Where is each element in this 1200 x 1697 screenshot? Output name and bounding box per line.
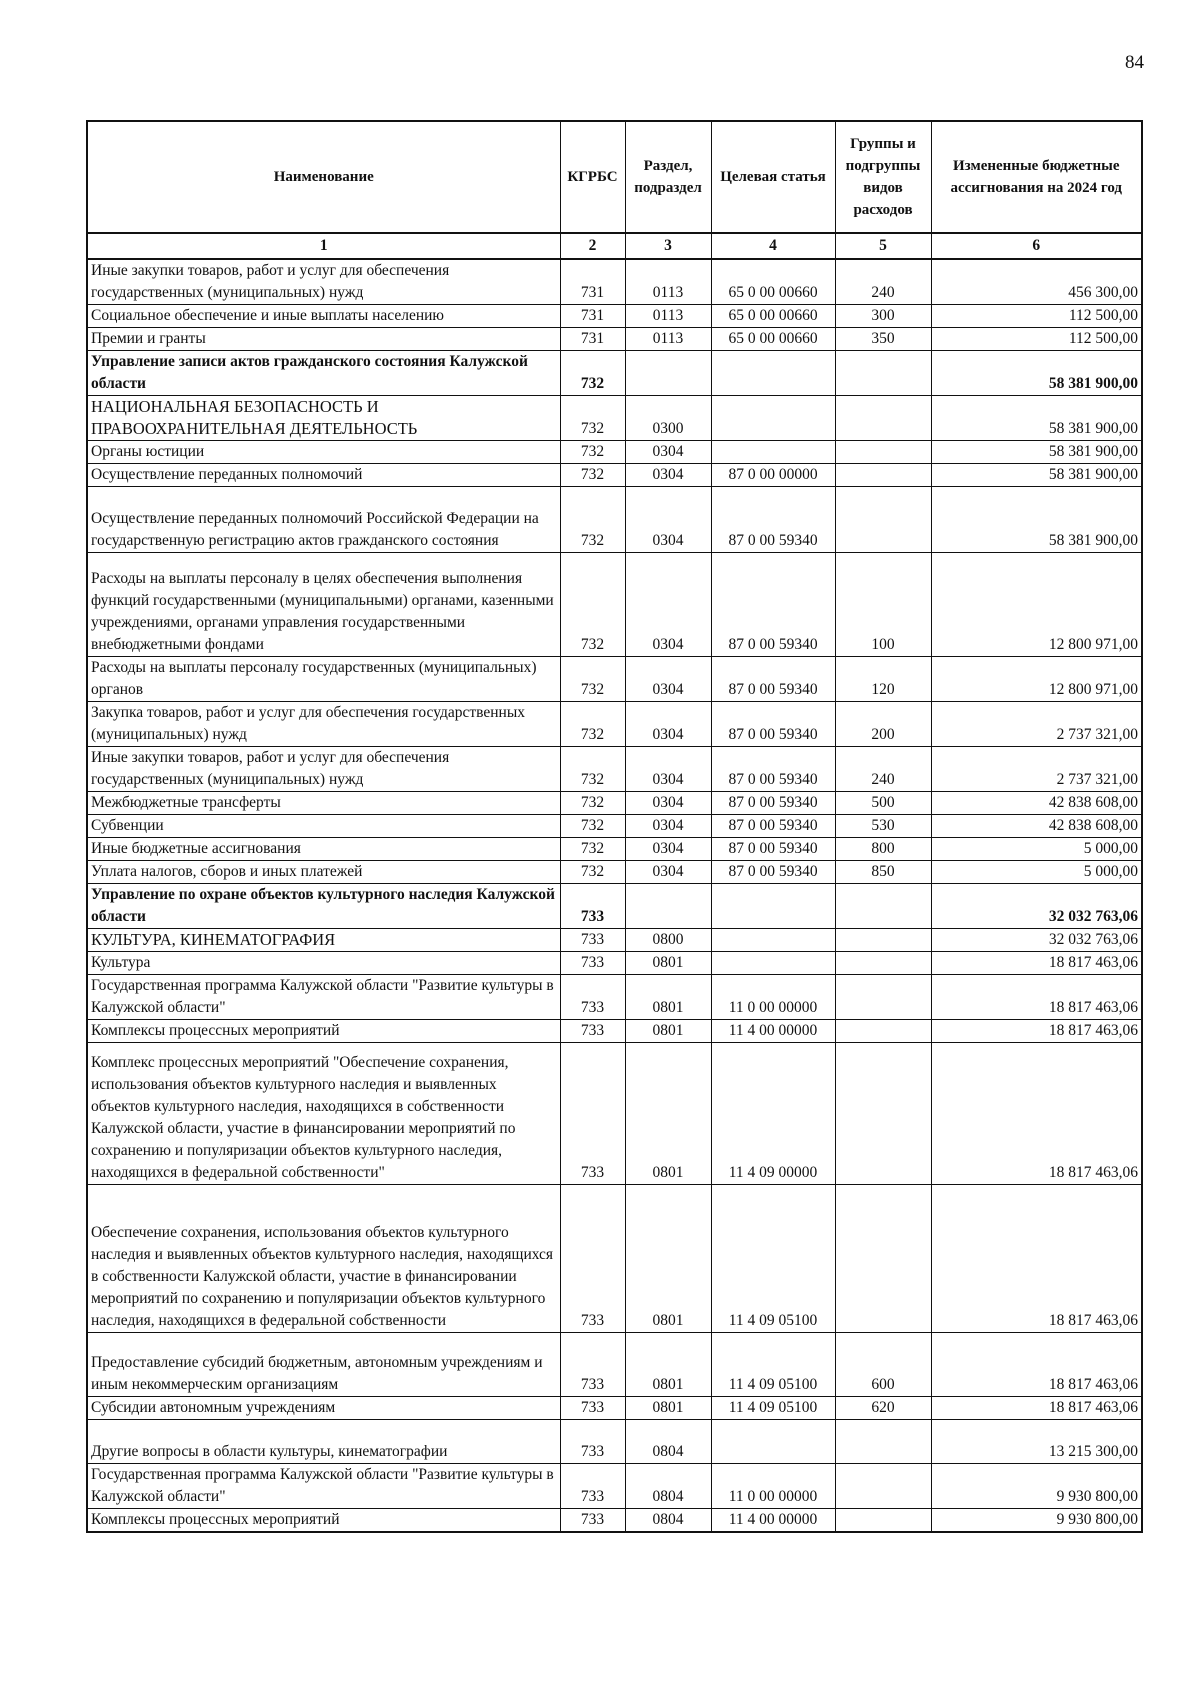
cell-kgrbs: 732 — [560, 441, 625, 464]
cell-kgrbs: 732 — [560, 487, 625, 553]
cell-amount: 18 817 463,06 — [931, 1043, 1142, 1185]
cell-kgrbs: 733 — [560, 929, 625, 952]
table-row — [87, 929, 1142, 952]
table-row — [87, 952, 1142, 975]
cell-group — [835, 1464, 931, 1509]
cell-kgrbs: 732 — [560, 861, 625, 884]
table-row — [87, 792, 1142, 815]
column-number: 4 — [711, 233, 835, 259]
cell-amount: 58 381 900,00 — [931, 396, 1142, 441]
cell-target — [711, 1420, 835, 1464]
cell-group — [835, 929, 931, 952]
cell-kgrbs: 733 — [560, 1043, 625, 1185]
cell-group: 500 — [835, 792, 931, 815]
column-number: 3 — [625, 233, 711, 259]
cell-target: 11 4 00 00000 — [711, 1020, 835, 1043]
cell-name: КУЛЬТУРА, КИНЕМАТОГРАФИЯ — [87, 929, 560, 952]
cell-target: 11 4 09 05100 — [711, 1333, 835, 1397]
table-row — [87, 1464, 1142, 1509]
cell-section: 0801 — [625, 1333, 711, 1397]
header-row — [87, 121, 1142, 233]
table-row — [87, 305, 1142, 328]
table-row — [87, 702, 1142, 747]
cell-kgrbs: 732 — [560, 702, 625, 747]
cell-target: 87 0 00 59340 — [711, 553, 835, 657]
cell-kgrbs: 733 — [560, 1464, 625, 1509]
cell-group — [835, 975, 931, 1020]
cell-kgrbs: 732 — [560, 747, 625, 792]
cell-name: Органы юстиции — [87, 441, 560, 464]
cell-name: Осуществление переданных полномочий Российской Федерации на государственную регистрацию актов гражданского состояния — [87, 487, 560, 553]
cell-section: 0801 — [625, 952, 711, 975]
header-target: Целевая статья — [711, 121, 835, 233]
table-row — [87, 815, 1142, 838]
cell-section: 0304 — [625, 487, 711, 553]
cell-name: Расходы на выплаты персоналу государственных (муниципальных) органов — [87, 657, 560, 702]
cell-group — [835, 1185, 931, 1333]
cell-target: 87 0 00 59340 — [711, 815, 835, 838]
table-row — [87, 1509, 1142, 1533]
cell-group: 200 — [835, 702, 931, 747]
cell-kgrbs: 733 — [560, 1397, 625, 1420]
cell-section: 0304 — [625, 441, 711, 464]
cell-name: Иные бюджетные ассигнования — [87, 838, 560, 861]
budget-table — [86, 120, 1143, 1533]
cell-name: Государственная программа Калужской области "Развитие культуры в Калужской области" — [87, 1464, 560, 1509]
cell-target: 11 4 09 05100 — [711, 1185, 835, 1333]
cell-kgrbs: 733 — [560, 1420, 625, 1464]
cell-name: Премии и гранты — [87, 328, 560, 351]
header-name: Наименование — [87, 121, 560, 233]
cell-kgrbs: 733 — [560, 1185, 625, 1333]
table-row — [87, 464, 1142, 487]
cell-amount: 58 381 900,00 — [931, 351, 1142, 396]
cell-name: Социальное обеспечение и иные выплаты населению — [87, 305, 560, 328]
cell-group — [835, 952, 931, 975]
cell-target: 87 0 00 59340 — [711, 838, 835, 861]
table-row — [87, 861, 1142, 884]
cell-kgrbs: 731 — [560, 305, 625, 328]
cell-kgrbs: 733 — [560, 1020, 625, 1043]
cell-kgrbs: 733 — [560, 952, 625, 975]
cell-name: Предоставление субсидий бюджетным, автономным учреждениям и иным некоммерческим организациям — [87, 1333, 560, 1397]
table-row — [87, 1185, 1142, 1333]
cell-group — [835, 1509, 931, 1533]
cell-amount: 18 817 463,06 — [931, 1020, 1142, 1043]
cell-target: 11 4 09 00000 — [711, 1043, 835, 1185]
cell-section: 0304 — [625, 861, 711, 884]
cell-section: 0801 — [625, 1397, 711, 1420]
cell-name: Иные закупки товаров, работ и услуг для обеспечения государственных (муниципальных) нужд — [87, 747, 560, 792]
cell-name: Культура — [87, 952, 560, 975]
cell-section: 0304 — [625, 838, 711, 861]
cell-name: Закупка товаров, работ и услуг для обеспечения государственных (муниципальных) нужд — [87, 702, 560, 747]
cell-section: 0304 — [625, 815, 711, 838]
cell-amount: 9 930 800,00 — [931, 1509, 1142, 1533]
cell-group: 620 — [835, 1397, 931, 1420]
cell-group: 240 — [835, 259, 931, 305]
cell-amount: 32 032 763,06 — [931, 929, 1142, 952]
table-row — [87, 1020, 1142, 1043]
cell-group — [835, 396, 931, 441]
header-kgrbs: КГРБС — [560, 121, 625, 233]
table-row — [87, 441, 1142, 464]
column-number: 5 — [835, 233, 931, 259]
cell-target: 87 0 00 00000 — [711, 464, 835, 487]
header-groups: Группы и подгруппы видов расходов — [835, 121, 931, 233]
cell-kgrbs: 732 — [560, 792, 625, 815]
cell-target — [711, 952, 835, 975]
cell-kgrbs: 732 — [560, 351, 625, 396]
cell-amount: 112 500,00 — [931, 328, 1142, 351]
cell-group: 530 — [835, 815, 931, 838]
cell-group: 850 — [835, 861, 931, 884]
cell-section: 0804 — [625, 1509, 711, 1533]
cell-amount: 42 838 608,00 — [931, 792, 1142, 815]
cell-group — [835, 1043, 931, 1185]
cell-section: 0113 — [625, 305, 711, 328]
cell-group — [835, 1020, 931, 1043]
header-section: Раздел, подраздел — [625, 121, 711, 233]
cell-target: 65 0 00 00660 — [711, 305, 835, 328]
table-row — [87, 1333, 1142, 1397]
cell-group — [835, 487, 931, 553]
cell-amount: 2 737 321,00 — [931, 702, 1142, 747]
cell-section: 0300 — [625, 396, 711, 441]
cell-target — [711, 884, 835, 929]
cell-target: 65 0 00 00660 — [711, 328, 835, 351]
cell-group: 600 — [835, 1333, 931, 1397]
cell-kgrbs: 733 — [560, 1509, 625, 1533]
table-row — [87, 259, 1142, 305]
cell-amount: 32 032 763,06 — [931, 884, 1142, 929]
cell-section: 0304 — [625, 657, 711, 702]
cell-section: 0804 — [625, 1464, 711, 1509]
cell-name: Субвенции — [87, 815, 560, 838]
cell-group — [835, 464, 931, 487]
cell-target — [711, 441, 835, 464]
budget-table-container — [86, 120, 1141, 1533]
cell-name: Уплата налогов, сборов и иных платежей — [87, 861, 560, 884]
cell-name: Комплексы процессных мероприятий — [87, 1020, 560, 1043]
cell-target: 11 4 00 00000 — [711, 1509, 835, 1533]
cell-kgrbs: 732 — [560, 553, 625, 657]
table-row — [87, 1397, 1142, 1420]
table-row — [87, 351, 1142, 396]
table-row — [87, 553, 1142, 657]
cell-target: 65 0 00 00660 — [711, 259, 835, 305]
cell-name: НАЦИОНАЛЬНАЯ БЕЗОПАСНОСТЬ И ПРАВООХРАНИТЕЛЬНАЯ ДЕЯТЕЛЬНОСТЬ — [87, 396, 560, 441]
table-row — [87, 884, 1142, 929]
cell-kgrbs: 732 — [560, 396, 625, 441]
cell-section: 0801 — [625, 1043, 711, 1185]
cell-target: 87 0 00 59340 — [711, 792, 835, 815]
cell-target: 87 0 00 59340 — [711, 487, 835, 553]
cell-group — [835, 1420, 931, 1464]
cell-amount: 112 500,00 — [931, 305, 1142, 328]
cell-kgrbs: 733 — [560, 975, 625, 1020]
cell-name: Осуществление переданных полномочий — [87, 464, 560, 487]
cell-name: Управление по охране объектов культурного наследия Калужской области — [87, 884, 560, 929]
header-amount: Измененные бюджетные ассигнования на 2024 год — [931, 121, 1142, 233]
cell-name: Обеспечение сохранения, использования объектов культурного наследия и выявленных объектов культурного наследия, находящихся в собственности Калужской области, участие в финансировании мероприятий по сохранению и популяризации объектов культурного наследия, находящихся в федеральной собственности — [87, 1185, 560, 1333]
cell-target: 11 0 00 00000 — [711, 975, 835, 1020]
cell-target: 87 0 00 59340 — [711, 702, 835, 747]
cell-section: 0801 — [625, 1020, 711, 1043]
cell-kgrbs: 732 — [560, 657, 625, 702]
page-number: 84 — [1125, 52, 1144, 73]
table-row — [87, 396, 1142, 441]
table-row — [87, 487, 1142, 553]
table-body — [87, 259, 1142, 1532]
cell-kgrbs: 732 — [560, 464, 625, 487]
cell-amount: 58 381 900,00 — [931, 464, 1142, 487]
cell-section: 0801 — [625, 1185, 711, 1333]
cell-group — [835, 884, 931, 929]
cell-target: 87 0 00 59340 — [711, 657, 835, 702]
table-row — [87, 838, 1142, 861]
cell-target: 11 0 00 00000 — [711, 1464, 835, 1509]
cell-amount: 18 817 463,06 — [931, 952, 1142, 975]
cell-name: Субсидии автономным учреждениям — [87, 1397, 560, 1420]
cell-amount: 5 000,00 — [931, 838, 1142, 861]
cell-amount: 2 737 321,00 — [931, 747, 1142, 792]
cell-section: 0800 — [625, 929, 711, 952]
cell-amount: 18 817 463,06 — [931, 1397, 1142, 1420]
table-row — [87, 1420, 1142, 1464]
cell-amount: 18 817 463,06 — [931, 1185, 1142, 1333]
cell-section: 0304 — [625, 792, 711, 815]
cell-name: Комплекс процессных мероприятий "Обеспечение сохранения, использования объектов культурного наследия и выявленных объектов культурного наследия, находящихся в собственности Калужской области, участие в финансировании мероприятий по сохранению и популяризации объектов культурного наследия, находящихся в федеральной собственности" — [87, 1043, 560, 1185]
cell-section: 0113 — [625, 259, 711, 305]
cell-group: 350 — [835, 328, 931, 351]
cell-target — [711, 929, 835, 952]
column-number: 1 — [87, 233, 560, 259]
cell-name: Межбюджетные трансферты — [87, 792, 560, 815]
column-number: 6 — [931, 233, 1142, 259]
table-row — [87, 975, 1142, 1020]
cell-amount: 456 300,00 — [931, 259, 1142, 305]
cell-amount: 58 381 900,00 — [931, 441, 1142, 464]
cell-target — [711, 396, 835, 441]
cell-section — [625, 884, 711, 929]
cell-section: 0801 — [625, 975, 711, 1020]
cell-section: 0304 — [625, 464, 711, 487]
table-row — [87, 1043, 1142, 1185]
cell-target: 11 4 09 05100 — [711, 1397, 835, 1420]
cell-name: Иные закупки товаров, работ и услуг для обеспечения государственных (муниципальных) нужд — [87, 259, 560, 305]
cell-kgrbs: 733 — [560, 884, 625, 929]
cell-section: 0304 — [625, 702, 711, 747]
cell-name: Комплексы процессных мероприятий — [87, 1509, 560, 1533]
cell-target: 87 0 00 59340 — [711, 861, 835, 884]
column-number: 2 — [560, 233, 625, 259]
cell-amount: 18 817 463,06 — [931, 1333, 1142, 1397]
cell-kgrbs: 732 — [560, 815, 625, 838]
cell-amount: 5 000,00 — [931, 861, 1142, 884]
cell-amount: 58 381 900,00 — [931, 487, 1142, 553]
cell-kgrbs: 731 — [560, 328, 625, 351]
cell-amount: 9 930 800,00 — [931, 1464, 1142, 1509]
cell-section — [625, 351, 711, 396]
cell-group: 100 — [835, 553, 931, 657]
cell-kgrbs: 731 — [560, 259, 625, 305]
cell-section: 0304 — [625, 553, 711, 657]
cell-amount: 42 838 608,00 — [931, 815, 1142, 838]
cell-name: Государственная программа Калужской области "Развитие культуры в Калужской области" — [87, 975, 560, 1020]
cell-group: 240 — [835, 747, 931, 792]
cell-amount: 18 817 463,06 — [931, 975, 1142, 1020]
table-row — [87, 328, 1142, 351]
cell-name: Управление записи актов гражданского состояния Калужской области — [87, 351, 560, 396]
cell-name: Расходы на выплаты персоналу в целях обеспечения выполнения функций государственными (муниципальными) органами, казенными учреждениями, органами управления государственными внебюджетными фондами — [87, 553, 560, 657]
table-row — [87, 657, 1142, 702]
cell-group: 120 — [835, 657, 931, 702]
cell-section: 0804 — [625, 1420, 711, 1464]
column-number-row — [87, 233, 1142, 259]
cell-group — [835, 441, 931, 464]
cell-amount: 12 800 971,00 — [931, 657, 1142, 702]
cell-target: 87 0 00 59340 — [711, 747, 835, 792]
cell-kgrbs: 733 — [560, 1333, 625, 1397]
cell-section: 0304 — [625, 747, 711, 792]
cell-amount: 12 800 971,00 — [931, 553, 1142, 657]
cell-section: 0113 — [625, 328, 711, 351]
cell-target — [711, 351, 835, 396]
cell-kgrbs: 732 — [560, 838, 625, 861]
cell-group — [835, 351, 931, 396]
cell-name: Другие вопросы в области культуры, кинематографии — [87, 1420, 560, 1464]
cell-group: 800 — [835, 838, 931, 861]
cell-group: 300 — [835, 305, 931, 328]
cell-amount: 13 215 300,00 — [931, 1420, 1142, 1464]
table-row — [87, 747, 1142, 792]
